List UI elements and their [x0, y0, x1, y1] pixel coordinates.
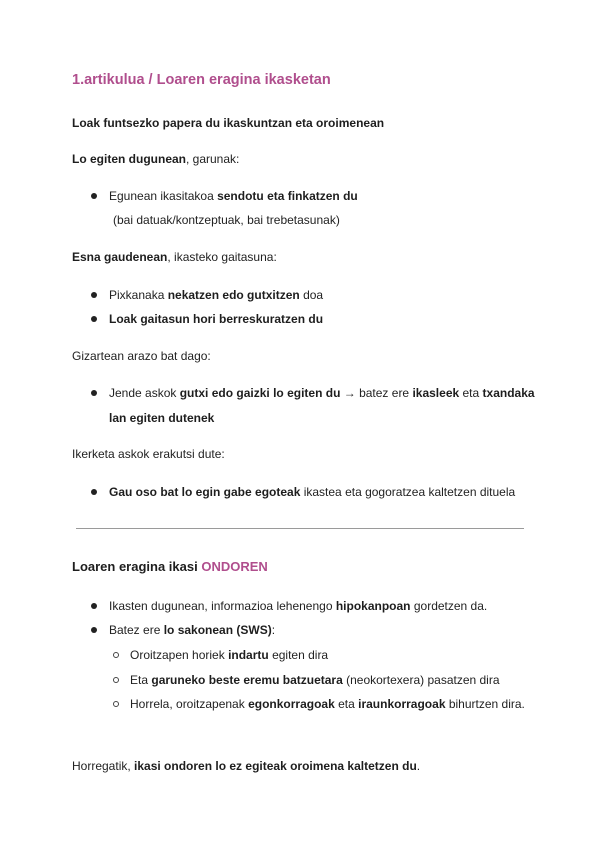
sleeping-rest: , garunak: [186, 152, 240, 166]
bullet-dot [91, 627, 97, 633]
sub-bullet-circle [113, 701, 119, 707]
article-title: 1.artikulua / Loaren eragina ikasketan [72, 72, 331, 88]
conclusion: Horregatik, ikasi ondoren lo ez egiteak oroimena kaltetzen du. [72, 759, 421, 773]
society-heading: Gizartean arazo bat dago: [72, 349, 211, 363]
awake-bold: Esna gaudenean [72, 250, 168, 264]
sub-list-item: Eta garuneko beste eremu batzuetara (neokortexera) pasatzen dira [130, 673, 500, 687]
sub-list-item: Horrela, oroitzapenak egonkorragoak eta iraunkorragoak bihurtzen dira. [130, 697, 525, 711]
horizontal-divider [76, 528, 524, 529]
list-item: Egunean ikasitakoa sendotu eta finkatzen du [109, 189, 358, 203]
bullet-dot [91, 292, 97, 298]
sleeping-bold: Lo egiten dugunean [72, 152, 186, 166]
sub-bullet-circle [113, 677, 119, 683]
bullet-dot [91, 390, 97, 396]
section-title: Loaren eragina ikasi ONDOREN [72, 559, 268, 574]
bullet-dot [91, 603, 97, 609]
list-item-continuation: (bai datuak/kontzeptuak, bai trebetasunak) [113, 213, 340, 227]
list-item-continuation: lan egiten dutenek [109, 411, 215, 425]
list-item: Jende askok gutxi edo gaizki lo egiten du → batez ere ikasleek eta txandaka [109, 386, 535, 400]
list-item: Gau oso bat lo egin gabe egoteak ikastea eta gogoratzea kaltetzen dituela [109, 485, 516, 499]
bullet-dot [91, 316, 97, 322]
list-item: Ikasten dugunean, informazioa lehenengo hipokanpoan gordetzen da. [109, 599, 488, 613]
list-item: Pixkanaka nekatzen edo gutxitzen doa [109, 288, 324, 302]
bullet-dot [91, 193, 97, 199]
sub-list-item: Oroitzapen horiek indartu egiten dira [130, 648, 329, 662]
intro-statement: Loak funtsezko papera du ikaskuntzan eta oroimenean [72, 116, 385, 130]
bullet-dot [91, 489, 97, 495]
awake-heading [72, 249, 277, 265]
section-title-accent: ONDOREN [201, 559, 268, 574]
list-item: Batez ere lo sakonean (SWS): [109, 623, 276, 637]
research-heading: Ikerketa askok erakutsi dute: [72, 447, 225, 461]
list-item: Loak gaitasun hori berreskuratzen du [109, 312, 324, 326]
sub-bullet-circle [113, 652, 119, 658]
sleeping-heading [72, 151, 239, 167]
awake-rest: , ikasteko gaitasuna: [167, 250, 277, 264]
